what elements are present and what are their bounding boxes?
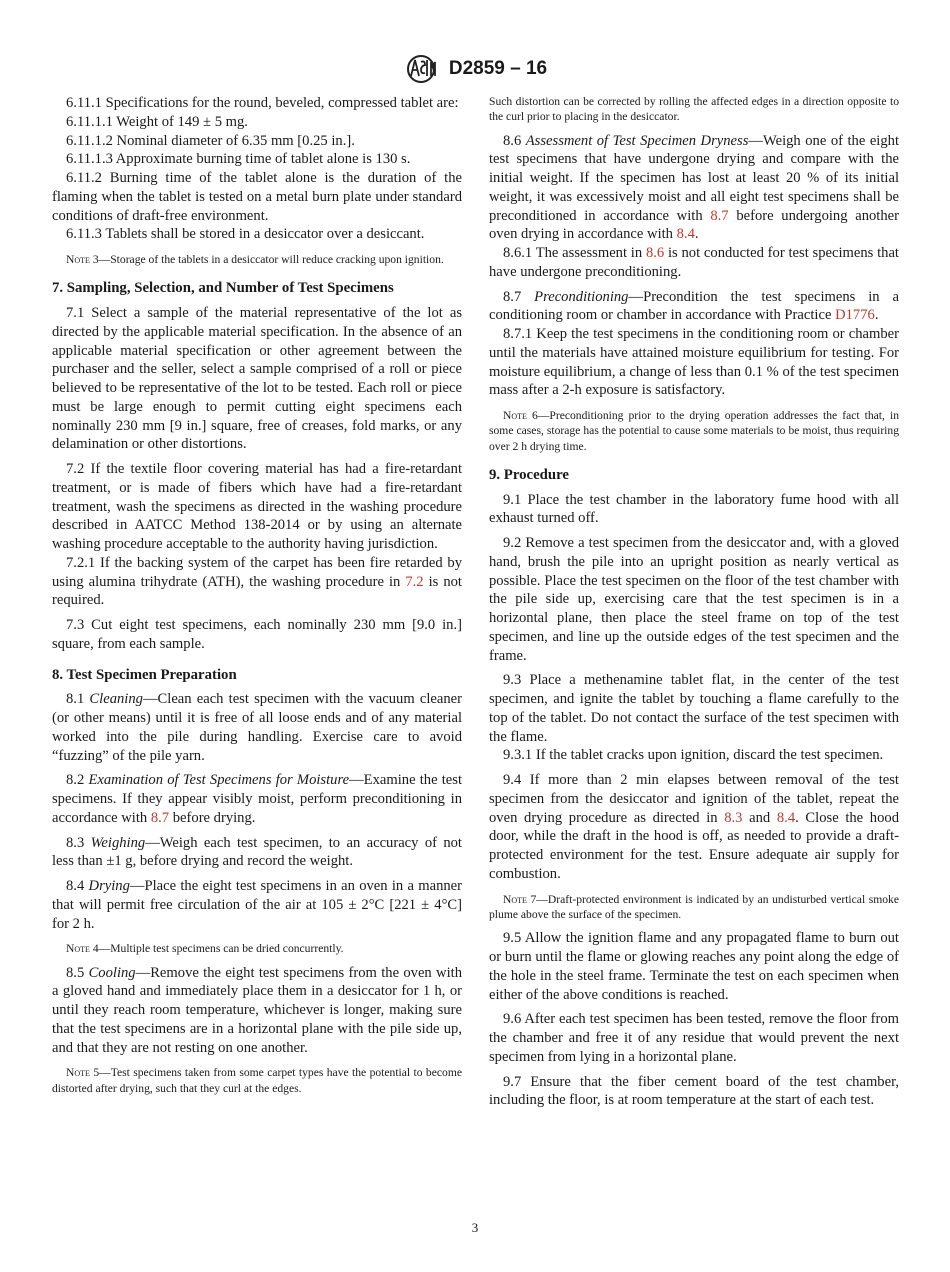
paragraph — [52, 113, 462, 132]
cross-reference-link[interactable]: 8.4 — [676, 226, 695, 243]
note — [52, 941, 462, 956]
text: 8. Test Specimen Preparation — [52, 666, 237, 683]
paragraph — [52, 169, 462, 225]
cross-reference-link[interactable]: 8.6 — [645, 245, 665, 262]
text: 5—Test specimens taken from some carpet types have the potential to become distorted after drying, such that they curl at the edges. — [52, 1066, 462, 1095]
text: 9.6 After each test specimen has been tested, remove the floor from the chamber and free it of any residue that would prevent the next specimen from lying in a horizontal plane. — [489, 1011, 899, 1065]
paragraph — [52, 94, 462, 113]
note — [52, 1065, 462, 1096]
paragraph-title: Weighing — [90, 834, 146, 851]
paragraph — [52, 616, 462, 654]
text: —Remove the eight test specimens from the oven with a gloved hand and immediately place them in a desiccator for 1 h, or until they reach room temperature, whichever is longer, making sure that the test specimens are in a horizontal plane with the pile side up, and that they are not resting on one another. — [52, 964, 463, 1056]
paragraph — [52, 225, 462, 244]
note — [52, 252, 462, 267]
note-label: Note — [66, 942, 90, 956]
paragraph — [489, 491, 899, 529]
paragraph-title: Cleaning — [89, 691, 143, 708]
text: and — [742, 809, 777, 826]
cross-reference-link[interactable]: 8.3 — [724, 809, 743, 826]
paragraph — [489, 771, 899, 884]
paragraph — [52, 150, 462, 169]
text: is not required. — [52, 573, 462, 609]
cross-reference-link[interactable]: 8.4 — [776, 809, 796, 826]
text: before drying. — [169, 809, 256, 826]
text: 7.2 If the textile floor covering material has had a fire-retardant treatment, or is made of fibers which have had a fire-retardant treatment, wash the specimens as directed in the washing procedure described in AATCC Method 138-2014 or by using an alternate washing procedure acceptable to the authority having jurisdiction. — [52, 461, 462, 553]
cross-reference-link[interactable]: D1776 — [835, 307, 875, 324]
text: 8.5 — [66, 964, 89, 981]
note-label: Note — [503, 409, 527, 423]
text: 8.7.1 Keep the test specimens in the conditioning room or chamber until the materials have attained moisture equilibrium for testing. For moisture equilibrium, a change of less than 0.1 % of the test specimen mass after a 2-h exposure is satisfactory. — [489, 326, 899, 399]
text: 8.6 — [503, 132, 526, 149]
page-number: 3 — [471, 1220, 479, 1235]
paragraph — [489, 288, 899, 326]
note — [489, 892, 899, 923]
text: —Weigh one of the eight test specimens that have undergone drying and compare with the initial weight. If the specimen has lost at least 20 % of its initial weight, it was excessively moist and all eight test specimens shall be preconditioned in accordance with — [489, 132, 900, 224]
text: . — [694, 226, 699, 243]
right-column — [489, 94, 899, 1110]
paragraph — [52, 304, 462, 454]
text: 6.11.1.3 Approximate burning time of tablet alone is 130 s. — [66, 151, 411, 168]
paragraph — [52, 964, 462, 1058]
paragraph-title: Cooling — [88, 964, 136, 981]
text: 6.11.1 Specifications for the round, beveled, compressed tablet are: — [66, 95, 459, 111]
section-heading — [52, 279, 462, 298]
text: —Examine the test specimens. If they appear visibly moist, perform preconditioning in accordance with — [52, 772, 463, 826]
text: 8.3 — [66, 834, 91, 851]
text: 6—Preconditioning prior to the drying operation addresses the fact that, in some cases, storage has the potential to cause some materials to be moist, thus requiring over 2 h drying time. — [489, 409, 899, 453]
text: 9.7 Ensure that the fiber cement board of the test chamber, including the floor, is at room temperature at the start of each test. — [489, 1073, 899, 1109]
note-label: Note — [66, 1066, 90, 1080]
text: 9.5 Allow the ignition flame and any propagated flame to burn out or burn until the flame or glowing reaches any point along the edge of the hole in the steel frame. Terminate the test on each specimen when either of the above conditions is reached. — [489, 930, 899, 1003]
text: 9.4 If more than 2 min elapses between removal of the test specimen from the desiccator and ignition of the tablet, repeat the oven drying procedure as directed in — [489, 772, 899, 826]
paragraph — [52, 877, 462, 933]
note-label: Note — [503, 892, 527, 906]
text: . Close the hood door, while the draft in the hood is off, as needed to provide a draft-protected environment for the test. Ensure adequate air supply for combustion. — [489, 809, 899, 882]
paragraph — [52, 460, 462, 554]
paragraph — [489, 244, 899, 282]
paragraph-title: Drying — [88, 878, 130, 895]
paragraph — [489, 534, 899, 665]
paragraph — [489, 1073, 899, 1111]
text: 7.3 Cut eight test specimens, each nominally 230 mm [9.0 in.] square, from each sample. — [52, 617, 462, 652]
paragraph — [489, 929, 899, 1004]
text: 7.2.1 If the backing system of the carpet has been fire retarded by using alumina trihydrate (ATH), the washing procedure in — [52, 554, 462, 590]
section-heading — [52, 666, 462, 685]
text: —Precondition the test specimens in a conditioning room or chamber in accordance with Practice — [489, 288, 899, 324]
text: 6.11.1.1 Weight of 149 ± 5 mg. — [66, 113, 248, 130]
text: 9. Procedure — [489, 466, 569, 483]
document-designation: D2859 – 16 — [448, 58, 548, 79]
text: —Clean each test specimen with the vacuum cleaner (or other means) until it is free of all loose ends and of any material worked into the pile during handling. Exercise care to avoid “fuzzing” of the pile yarn. — [52, 691, 463, 764]
text: 8.7 — [503, 288, 535, 305]
paragraph — [489, 746, 899, 765]
text: 8.1 — [66, 691, 90, 708]
text: . — [874, 307, 879, 324]
text: 8.6.1 The assessment in — [503, 245, 646, 262]
text: before undergoing another oven drying in accordance with — [489, 207, 899, 243]
text: 8.2 — [66, 772, 89, 789]
text: —Place the eight test specimens in an oven in a manner that will permit free circulation of the air at 105 ± 2°C [221 ± 4°C] for 2 h. — [52, 878, 462, 932]
text: 6.11.3 Tablets shall be stored in a desiccator over a desiccant. — [66, 226, 425, 243]
paragraph — [52, 834, 462, 872]
astm-logo-icon — [403, 54, 439, 84]
text: Such distortion can be corrected by rolling the affected edges in a direction opposite to the curl prior to placing in the desiccator. — [489, 95, 899, 124]
paragraph-title: Assessment of Test Specimen Dryness — [525, 132, 749, 149]
text: 7.1 Select a sample of the material representative of the lot as directed by the applicable material specification. In the absence of an applicable material specification or other agreement between the purchaser and the seller, select a sample comprised of a roll or piece believed to be representative of the lot to be tested. Each roll or piece must be large enough to permit cutting eight specimens each nominally 230 mm [9 in.] square, free of creases, fold marks, or any delamination or other distortions. — [52, 305, 462, 453]
text: 7. Sampling, Selection, and Number of Test Specimens — [52, 280, 394, 297]
paragraph — [52, 132, 462, 151]
text: 9.1 Place the test chamber in the laboratory fume hood with all exhaust turned off. — [489, 491, 899, 527]
text: 8.4 — [66, 878, 89, 895]
paragraph — [489, 325, 899, 400]
text: 6.11.2 Burning time of the tablet alone is the duration of the flaming when the tablet is tested on a metal burn plate under standard conditions of draft-free environment. — [52, 170, 462, 224]
left-column — [52, 94, 462, 1103]
page-header — [0, 54, 950, 84]
paragraph — [489, 671, 899, 746]
note — [489, 94, 899, 125]
text: 9.2 Remove a test specimen from the desiccator and, with a gloved hand, brush the pile into an upright position as nearly vertical as possible. Place the test specimen on the floor of the test chamber with the pile side up, exercising care that the test specimen is in a horizontal plane, then place the steel frame on top of the test specimen, and line up the outside edges of the test specimen and the frame. — [489, 535, 899, 664]
paragraph — [52, 690, 462, 765]
paragraph-title: Preconditioning — [534, 288, 629, 305]
cross-reference-link[interactable]: 8.7 — [710, 207, 729, 224]
paragraph — [489, 1010, 899, 1066]
section-heading — [489, 466, 899, 485]
text: 9.3 Place a methenamine tablet flat, in the center of the test specimen, and ignite the tablet by touching a flame carefully to the top of the tablet. Do not contact the surface of the test specimen with the flame. — [489, 672, 899, 745]
text: 3—Storage of the tablets in a desiccator will reduce cracking upon ignition. — [89, 253, 444, 266]
note-label: Note — [66, 253, 90, 266]
text: 7—Draft-protected environment is indicated by an undisturbed vertical smoke plume above the surface of the specimen. — [489, 892, 899, 922]
paragraph-title: Examination of Test Specimens for Moisture — [88, 772, 350, 789]
text: 4—Multiple test specimens can be dried concurrently. — [89, 942, 344, 956]
note — [489, 408, 899, 454]
text: 6.11.1.2 Nominal diameter of 6.35 mm [0.25 in.]. — [66, 132, 355, 149]
cross-reference-link[interactable]: 8.7 — [150, 809, 170, 826]
paragraph — [52, 554, 462, 610]
text: is not conducted for test specimens that have undergone preconditioning. — [489, 245, 899, 280]
cross-reference-link[interactable]: 7.2 — [405, 573, 424, 590]
text: —Weigh each test specimen, to an accuracy of not less than ±1 g, before drying and record the weight. — [52, 834, 462, 870]
paragraph — [52, 771, 462, 827]
paragraph — [489, 132, 899, 245]
text: 9.3.1 If the tablet cracks upon ignition, discard the test specimen. — [503, 747, 884, 764]
